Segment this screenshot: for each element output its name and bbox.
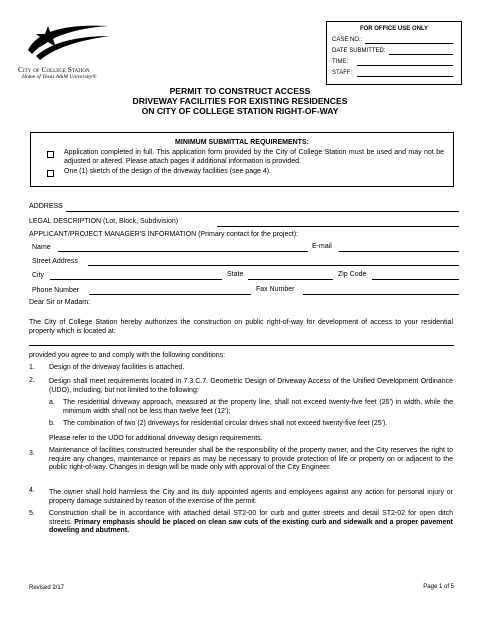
legal-description-label: LEGAL DESCRIPTION (Lot, Block, Subdivision) bbox=[29, 218, 179, 225]
condition-5-number: 5. bbox=[29, 510, 35, 517]
logo-text-line1: City of College Station bbox=[18, 65, 90, 74]
office-use-box bbox=[326, 21, 462, 85]
revision-note: Revised 2/17 bbox=[29, 585, 65, 591]
condition-5-emphasis: Primary emphasis should be placed on clean saw cuts of the existing curb and sidewalk and a proper pavement doweling and abutment. bbox=[49, 518, 453, 534]
email-field[interactable] bbox=[339, 251, 459, 252]
condition-1-text: Design of the driveway facilities is attached. bbox=[49, 364, 185, 371]
star-swoosh-logo-icon bbox=[18, 20, 118, 64]
title-line3: ON CITY OF COLLEGE STATION RIGHT-OF-WAY bbox=[141, 106, 339, 116]
legal-description-field[interactable] bbox=[217, 226, 459, 227]
case-no-field[interactable] bbox=[365, 43, 453, 44]
date-submitted-field[interactable] bbox=[389, 54, 453, 55]
logo-text-line2: Home of Texas A&M University® bbox=[22, 74, 97, 80]
condition-4-text: The owner shall hold harmless the City and its duly appointed agents and employees against any action for personal injury or property damage sustained by reason of the exercise of the permit. bbox=[49, 489, 453, 505]
time-field[interactable] bbox=[357, 65, 453, 66]
state-label: State bbox=[227, 271, 244, 278]
title-line1: PERMIT TO CONSTRUCT ACCESS bbox=[169, 86, 311, 96]
condition-3-number: 3. bbox=[29, 450, 35, 457]
case-no-label: CASE NO.: bbox=[332, 37, 363, 43]
city-label: City bbox=[32, 272, 45, 279]
requirements-box bbox=[30, 132, 454, 187]
condition-5-text bbox=[49, 510, 453, 536]
date-submitted-label: DATE SUBMITTED: bbox=[332, 48, 386, 54]
condition-2b-letter: b. bbox=[49, 420, 55, 427]
email-label: E-mail bbox=[312, 243, 332, 250]
state-field[interactable] bbox=[248, 279, 333, 280]
property-location-field[interactable] bbox=[29, 345, 454, 346]
fax-number-field[interactable] bbox=[303, 294, 459, 295]
staff-field[interactable] bbox=[357, 76, 453, 77]
condition-4-number: 4. bbox=[29, 487, 35, 494]
street-address-field[interactable] bbox=[88, 265, 459, 266]
condition-5-regular: Construction shall be in accordance with attached detail ST2-00 for curb and gutter streets and detail ST2-02 for open ditch streets. bbox=[49, 510, 453, 526]
condition-2b-text: The combination of two (2) driveways for residential circular drives shall not exceed twenty-five feet (25'). bbox=[63, 420, 388, 427]
street-address-label: Street Address bbox=[32, 258, 78, 265]
authorization-paragraph: The City of College Station hereby authorizes the construction on public right-of-way for development of access to your residential property which is located at: bbox=[29, 319, 453, 335]
office-use-header: FOR OFFICE USE ONLY bbox=[359, 26, 429, 32]
phone-number-field[interactable] bbox=[89, 294, 251, 295]
city-logo bbox=[18, 20, 118, 82]
fax-number-label: Fax Number bbox=[256, 286, 295, 293]
condition-2a-text: The residential driveway approach, measured at the property line, shall not exceed twenty-five feet (25') in width, while the minimum width shall not be less than twelve feet (12'); bbox=[63, 399, 453, 415]
address-field[interactable] bbox=[66, 211, 459, 212]
time-label: TIME: bbox=[332, 59, 348, 65]
condition-2-text: Design shall meet requirements located in 7.3.C.7. Geometric Design of Driveway Access of the Unified Development Ordinance (UDO), including, but not limited to the following: bbox=[49, 378, 453, 394]
phone-number-label: Phone Number bbox=[32, 287, 80, 294]
condition-2a-letter: a. bbox=[49, 399, 55, 406]
salutation: Dear Sir or Madam: bbox=[29, 299, 91, 306]
requirement-checkbox-1[interactable] bbox=[47, 151, 54, 158]
condition-1-number: 1. bbox=[29, 364, 35, 371]
name-label: Name bbox=[32, 244, 51, 251]
title-line2: DRIVEWAY FACILITIES FOR EXISTING RESIDENCES bbox=[132, 96, 348, 106]
requirements-header: MINIMUM SUBMITTAL REQUIREMENTS: bbox=[175, 139, 309, 146]
requirement-checkbox-2[interactable] bbox=[47, 170, 54, 177]
requirement-item-2: One (1) sketch of the design of the driveway facilities (see page 4). bbox=[64, 168, 271, 175]
requirement-item-1: Application completed in full. This application form provided by the City of College Station must be used and may not be adjusted or altered. Please attach pages if additional information is provided. bbox=[64, 149, 444, 165]
address-label: ADDRESS bbox=[29, 203, 63, 210]
udo-reference: Please refer to the UDO for additional driveway design requirements. bbox=[49, 435, 263, 442]
name-field[interactable] bbox=[58, 251, 308, 252]
zip-code-field[interactable] bbox=[372, 279, 459, 280]
zip-code-label: Zip Code bbox=[338, 271, 367, 278]
city-field[interactable] bbox=[50, 279, 222, 280]
staff-label: STAFF: bbox=[332, 70, 353, 76]
condition-3-text: Maintenance of facilities constructed hereunder shall be the responsibility of the property owner, and the City reserves the right to require any changes, maintenance or repairs as may be necessary to provide protection of life or property on or adjacent to the public right-of-way. Changes in design will be made only with approval of the City Engineer. bbox=[49, 447, 453, 471]
condition-2-number: 2. bbox=[29, 377, 35, 384]
page-number: Page 1 of 5 bbox=[423, 584, 454, 590]
applicant-info-label: APPLICANT/PROJECT MANAGER'S INFORMATION (Primary contact for the project): bbox=[29, 231, 299, 238]
conditions-intro: provided you agree to and comply with the following conditions: bbox=[29, 352, 226, 359]
